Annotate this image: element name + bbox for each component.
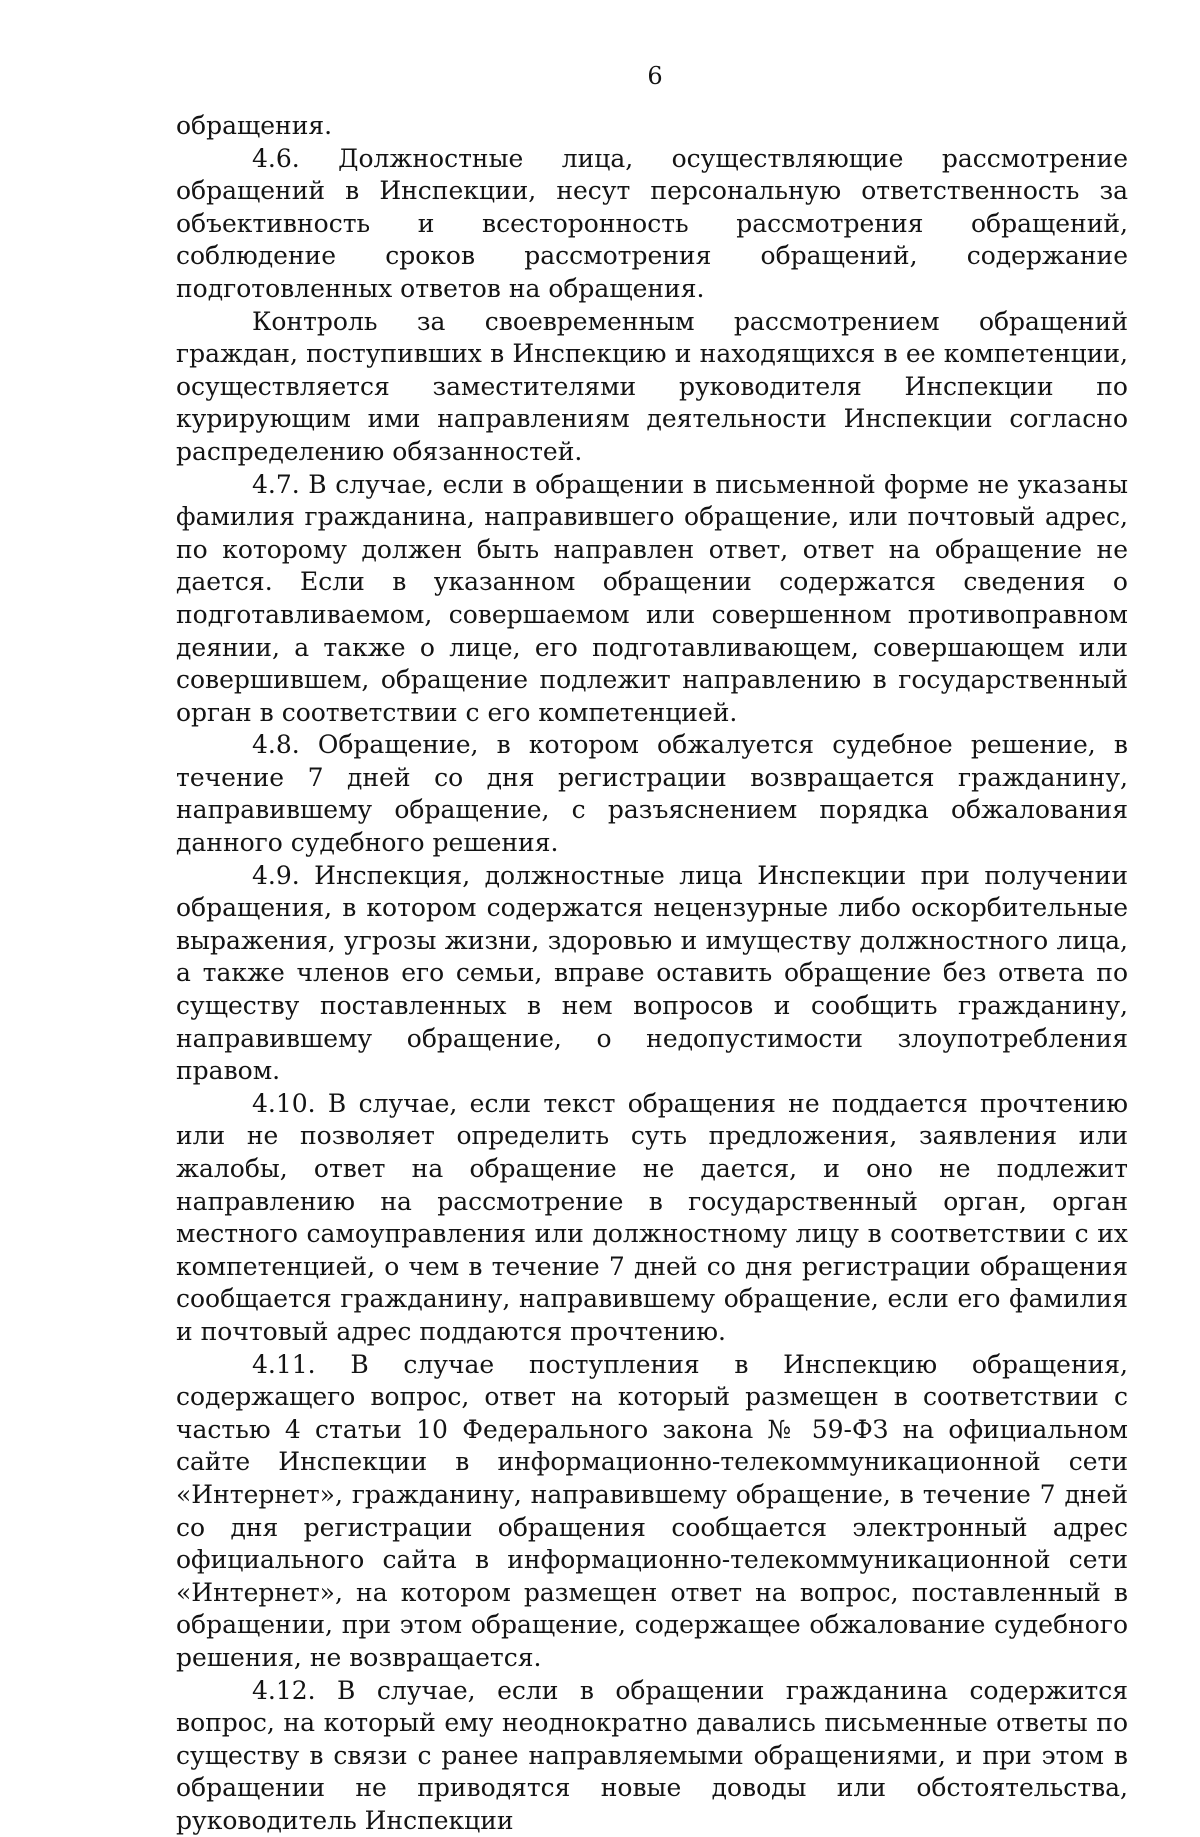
- paragraph-4-12: 4.12. В случае, если в обращении гражданина содержится вопрос, на который ему неоднократно давались письменные ответы по существу в связи с ранее направляемыми обращениями, и при этом в обращении не приводятся новые доводы или обстоятельства, руководитель Инспекции: [176, 1675, 1128, 1837]
- paragraph-4-11: 4.11. В случае поступления в Инспекцию обращения, содержащего вопрос, ответ на который размещен в соответствии с частью 4 статьи 10 Федерального закона № 59-ФЗ на официальном сайте Инспекции в информационно-телекоммуникационной сети «Интернет», гражданину, направившему обращение, в течение 7 дней со дня регистрации обращения сообщается электронный адрес официального сайта в информационно-телекоммуникационной сети «Интернет», на котором размещен ответ на вопрос, поставленный в обращении, при этом обращение, содержащее обжалование судебного решения, не возвращается.: [176, 1349, 1128, 1675]
- paragraph-4-9: 4.9. Инспекция, должностные лица Инспекции при получении обращения, в котором содержатся нецензурные либо оскорбительные выражения, угрозы жизни, здоровью и имуществу должностного лица, а также членов его семьи, вправе оставить обращение без ответа по существу поставленных в нем вопросов и сообщить гражданину, направившему обращение, о недопустимости злоупотребления правом.: [176, 860, 1128, 1088]
- paragraph-4-8: 4.8. Обращение, в котором обжалуется судебное решение, в течение 7 дней со дня регистрации возвращается гражданину, направившему обращение, с разъяснением порядка обжалования данного судебного решения.: [176, 729, 1128, 859]
- paragraph-4-6: 4.6. Должностные лица, осуществляющие рассмотрение обращений в Инспекции, несут персональную ответственность за объективность и всесторонность рассмотрения обращений, соблюдение сроков рассмотрения обращений, содержание подготовленных ответов на обращения.: [176, 143, 1128, 306]
- document-body: [176, 110, 1128, 1837]
- paragraph-control: Контроль за своевременным рассмотрением обращений граждан, поступивших в Инспекцию и находящихся в ее компетенции, осуществляется заместителями руководителя Инспекции по курирующим ими направлениям деятельности Инспекции согласно распределению обязанностей.: [176, 306, 1128, 469]
- paragraph-4-7: 4.7. В случае, если в обращении в письменной форме не указаны фамилия гражданина, направившего обращение, или почтовый адрес, по которому должен быть направлен ответ, ответ на обращение не дается. Если в указанном обращении содержатся сведения о подготавливаемом, совершаемом или совершенном противоправном деянии, а также о лице, его подготавливающем, совершающем или совершившем, обращение подлежит направлению в государственный орган в соответствии с его компетенцией.: [176, 469, 1128, 730]
- paragraph-4-10: 4.10. В случае, если текст обращения не поддается прочтению или не позволяет определить суть предложения, заявления или жалобы, ответ на обращение не дается, и оно не подлежит направлению на рассмотрение в государственный орган, орган местного самоуправления или должностному лицу в соответствии с их компетенцией, о чем в течение 7 дней со дня регистрации обращения сообщается гражданину, направившему обращение, если его фамилия и почтовый адрес поддаются прочтению.: [176, 1088, 1128, 1349]
- page-number: 6: [0, 60, 1200, 92]
- paragraph-continuation: обращения.: [176, 110, 1128, 143]
